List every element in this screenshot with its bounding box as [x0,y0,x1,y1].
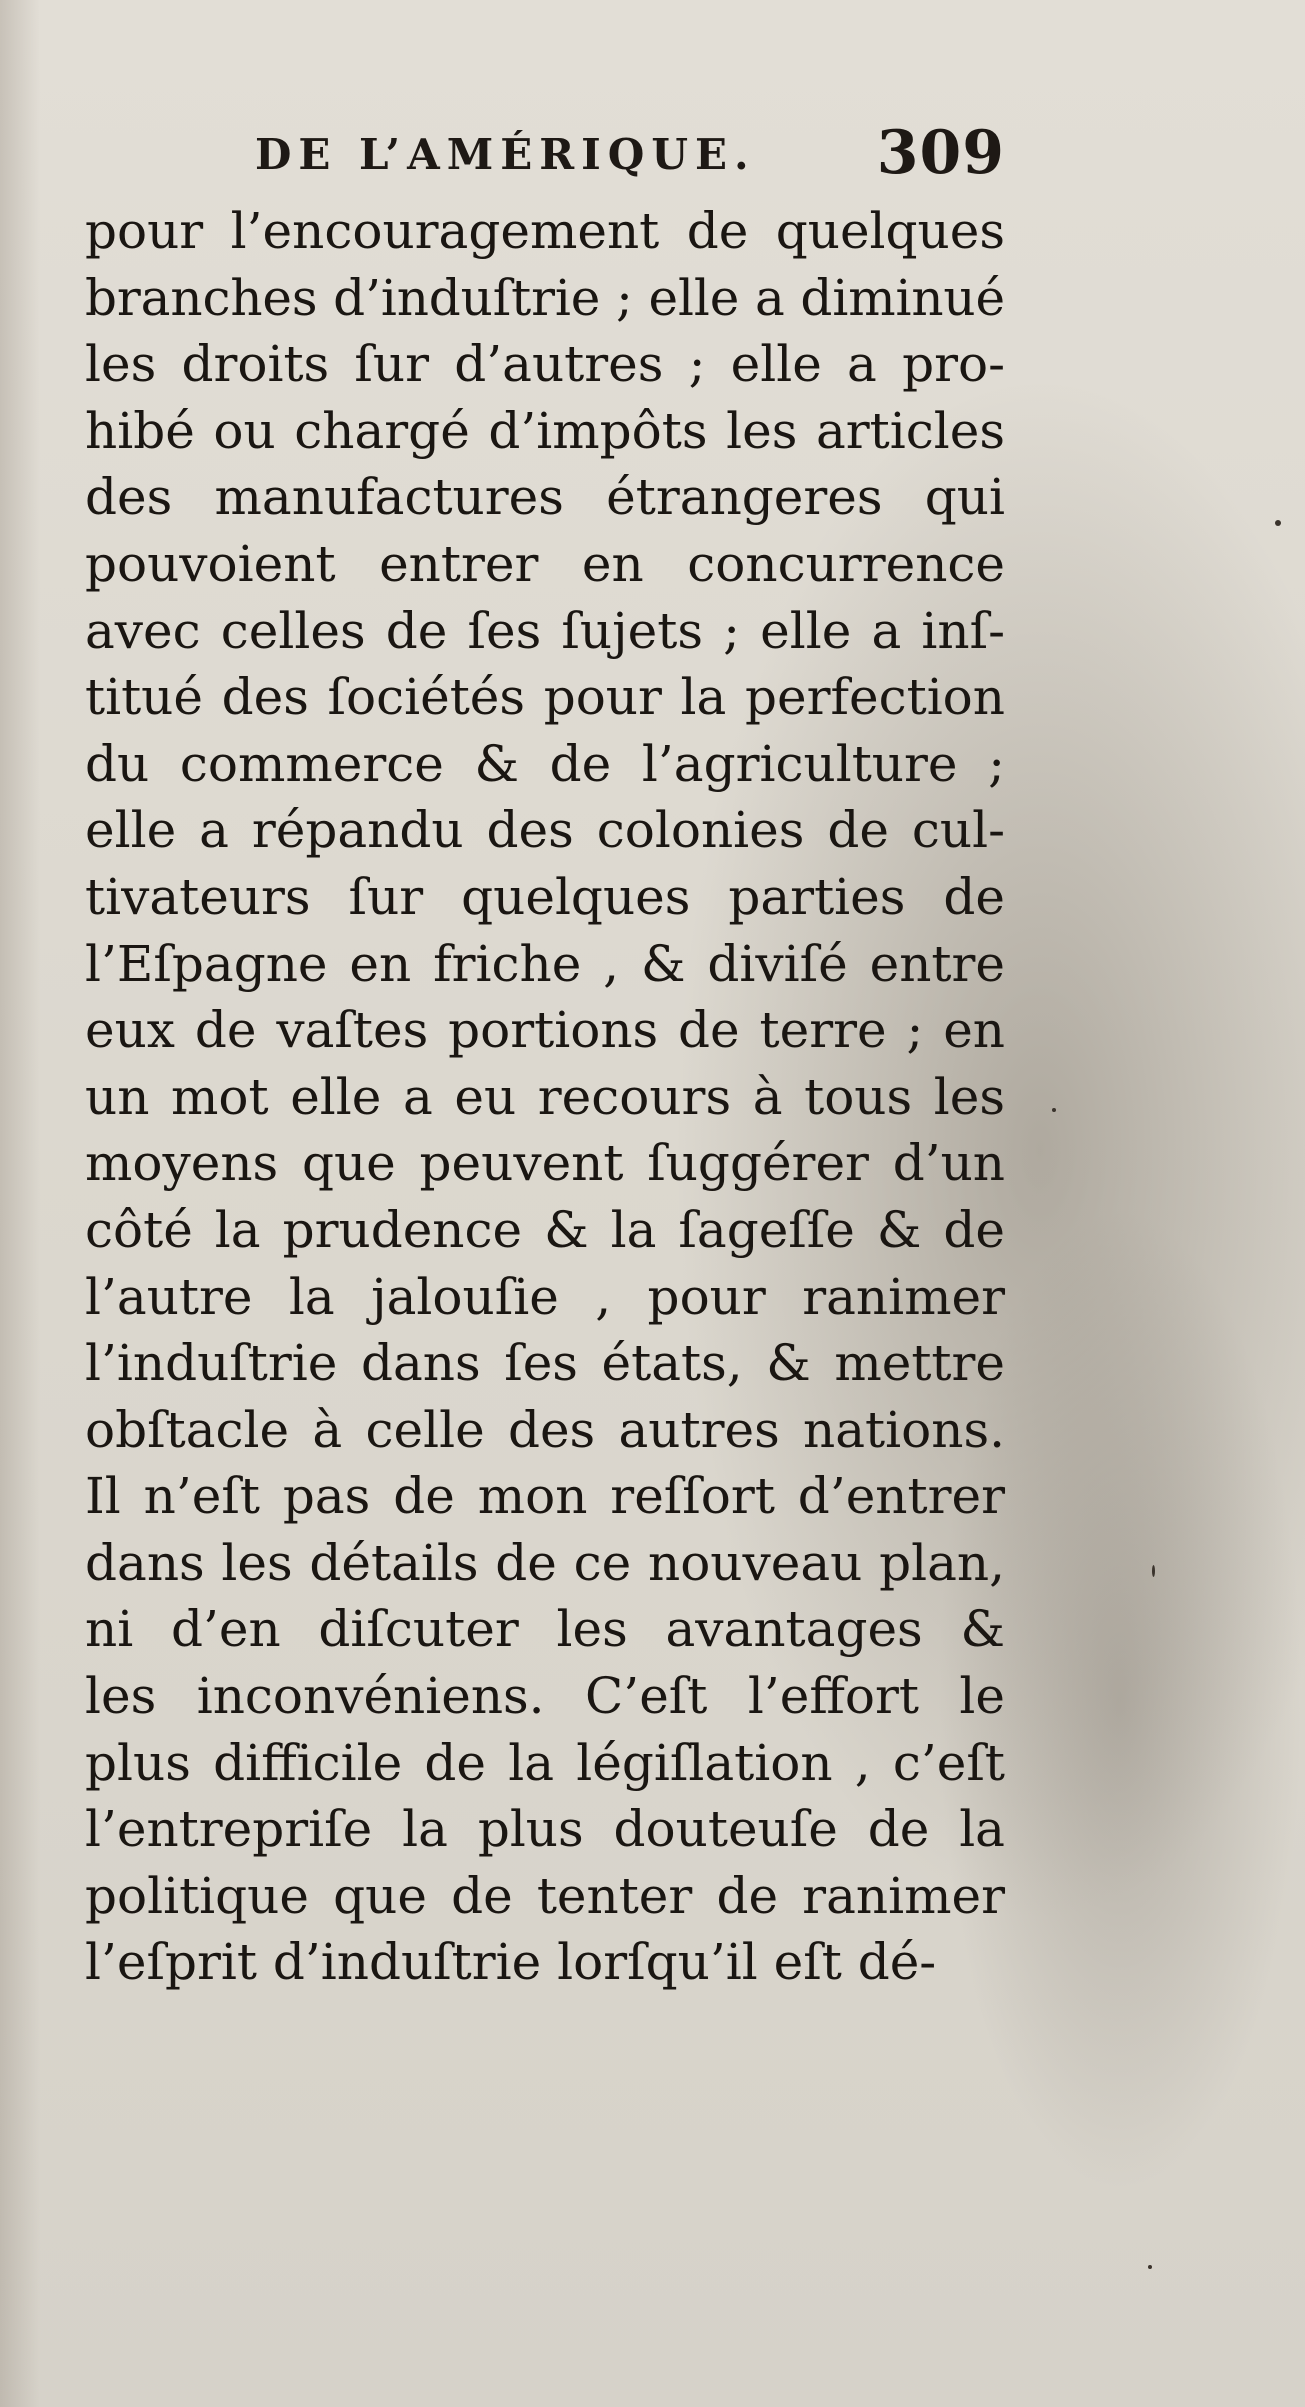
text-line: un mot elle a eu recours à tous les [85,1067,1005,1126]
text-line: tivateurs ſur quelques parties de [85,867,1005,926]
body-text [85,198,1005,1996]
text-line: pouvoient entrer en concurrence [85,534,1005,593]
text-line: politique que de tenter de ranimer [85,1866,1005,1925]
page-number: 309 [876,118,1005,188]
text-line: des manufactures étrangeres qui [85,468,1005,527]
text-line: dans les détails de ce nouveau plan, [85,1533,1005,1592]
text-line: moyens que peuvent ſuggérer d’un [85,1134,1005,1193]
text-line: Il n’eſt pas de mon reſſort d’entrer [85,1467,1005,1526]
text-line: les inconvéniens. C’eſt l’effort le [85,1667,1005,1726]
text-line: elle a répandu des colonies de cul- [85,801,1005,860]
text-line: obſtacle à celle des autres nations. [85,1400,1005,1459]
text-line: branches d’induſtrie ; elle a diminué [85,268,1005,327]
text-line: plus difficile de la légiſlation , c’eſt [85,1733,1005,1792]
text-line: hibé ou chargé d’impôts les articles [85,401,1005,460]
text-line: avec celles de ſes ſujets ; elle a inſ- [85,601,1005,660]
text-line: eux de vaſtes portions de terre ; en [85,1001,1005,1060]
text-line: côté la prudence & la ſageſſe & de [85,1200,1005,1259]
running-head-title: DE L’AMÉRIQUE. [255,130,756,179]
paper-speck [1148,2265,1152,2269]
running-head [255,118,1025,198]
text-line: titué des ſociétés pour la perfection [85,668,1005,727]
text-line: ni d’en diſcuter les avantages & [85,1600,1005,1659]
paper-speck [1275,520,1281,526]
text-line: l’Eſpagne en friche , & diviſé entre [85,934,1005,993]
paper-speck [1152,1565,1155,1577]
text-line: pour l’encouragement de quelques [85,202,1005,260]
text-line: l’autre la jalouſie , pour ranimer [85,1267,1005,1326]
paper-speck [1052,1108,1056,1112]
text-line: les droits ſur d’autres ; elle a pro- [85,335,1005,394]
text-line: l’eſprit d’induſtrie lorſqu’il eſt dé- [85,1933,937,1992]
page-gutter-shadow [0,0,40,2407]
text-line: l’induſtrie dans ſes états, & mettre [85,1334,1005,1393]
text-line: du commerce & de l’agriculture ; [85,734,1005,793]
text-line: l’entrepriſe la plus douteuſe de la [85,1800,1005,1859]
